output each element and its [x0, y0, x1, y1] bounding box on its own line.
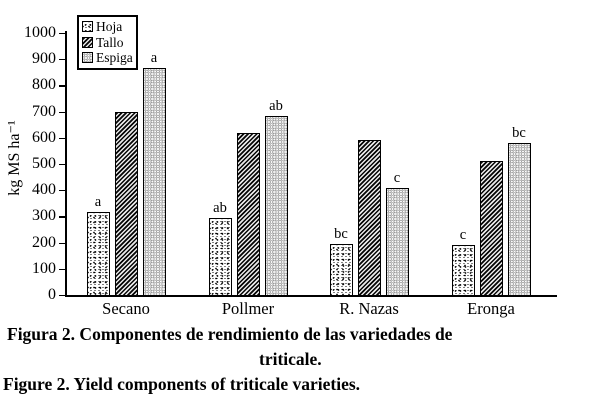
legend-item-espiga	[82, 50, 136, 66]
caption-spanish	[0, 322, 605, 372]
caption-spanish-line1: Figura 2. Componentes de rendimiento de las variedades de	[7, 324, 453, 344]
bar-r-nazas-tallo	[358, 140, 381, 296]
sig-label-secano-hoja: a	[94, 194, 102, 211]
bar-pollmer-hoja	[209, 218, 232, 296]
y-tick-200	[59, 243, 65, 244]
y-tick-label-100: 100	[32, 259, 56, 277]
sig-label-eronga-hoja: c	[459, 227, 467, 244]
x-category-label-r-nazas: R. Nazas	[339, 299, 399, 318]
y-tick-label-900: 900	[32, 50, 56, 68]
caption-spanish-line2: triticale.	[259, 349, 322, 369]
sig-label-eronga-espiga: bc	[512, 125, 526, 142]
bar-eronga-hoja	[452, 245, 475, 296]
sig-label-r-nazas-espiga: c	[393, 169, 401, 186]
bar-secano-espiga	[143, 68, 166, 296]
legend-item-tallo	[82, 35, 136, 51]
sig-label-pollmer-hoja: ab	[213, 199, 227, 216]
y-tick-label-300: 300	[32, 207, 56, 225]
legend-label-hoja: Hoja	[96, 19, 123, 35]
sig-label-r-nazas-hoja: bc	[334, 225, 348, 242]
y-tick-600	[59, 138, 65, 139]
bar-secano-hoja	[87, 212, 110, 296]
legend-swatch-espiga	[82, 52, 93, 63]
y-tick-100	[59, 269, 65, 270]
caption-english: Figure 2. Yield components of triticale varieties.	[3, 374, 361, 394]
legend-swatch-hoja	[82, 21, 93, 32]
y-tick-1000	[59, 33, 65, 34]
legend-swatch-tallo	[82, 37, 93, 48]
legend	[77, 15, 138, 70]
bar-r-nazas-hoja	[330, 244, 353, 296]
y-tick-500	[59, 164, 65, 165]
y-tick-900	[59, 59, 65, 60]
legend-item-hoja	[82, 19, 136, 35]
y-tick-label-400: 400	[32, 181, 56, 199]
y-tick-label-700: 700	[32, 102, 56, 120]
bar-secano-tallo	[115, 112, 138, 296]
x-category-label-pollmer: Pollmer	[221, 299, 275, 318]
y-tick-700	[59, 112, 65, 113]
bar-eronga-espiga	[508, 143, 531, 296]
bar-pollmer-tallo	[237, 133, 260, 296]
y-tick-label-600: 600	[32, 128, 56, 146]
x-category-label-eronga: Eronga	[467, 299, 515, 318]
y-tick-label-1000: 1000	[24, 24, 56, 41]
legend-label-espiga: Espiga	[96, 50, 133, 66]
y-tick-400	[59, 190, 65, 191]
sig-label-pollmer-espiga: ab	[269, 97, 283, 114]
sig-label-secano-espiga: a	[150, 50, 158, 67]
y-tick-800	[59, 85, 65, 86]
y-tick-300	[59, 216, 65, 217]
x-category-label-secano: Secano	[102, 299, 150, 318]
y-axis-line	[65, 31, 67, 297]
y-tick-0	[59, 295, 65, 296]
bar-eronga-tallo	[480, 161, 503, 296]
bar-pollmer-espiga	[265, 116, 288, 296]
y-tick-label-800: 800	[32, 76, 56, 94]
y-tick-label-0: 0	[48, 286, 56, 303]
y-axis-title: kg MS ha⁻¹	[6, 120, 23, 196]
bar-r-nazas-espiga	[386, 188, 409, 296]
legend-label-tallo: Tallo	[96, 34, 124, 50]
y-tick-label-500: 500	[32, 155, 56, 172]
y-tick-label-200: 200	[32, 233, 56, 251]
